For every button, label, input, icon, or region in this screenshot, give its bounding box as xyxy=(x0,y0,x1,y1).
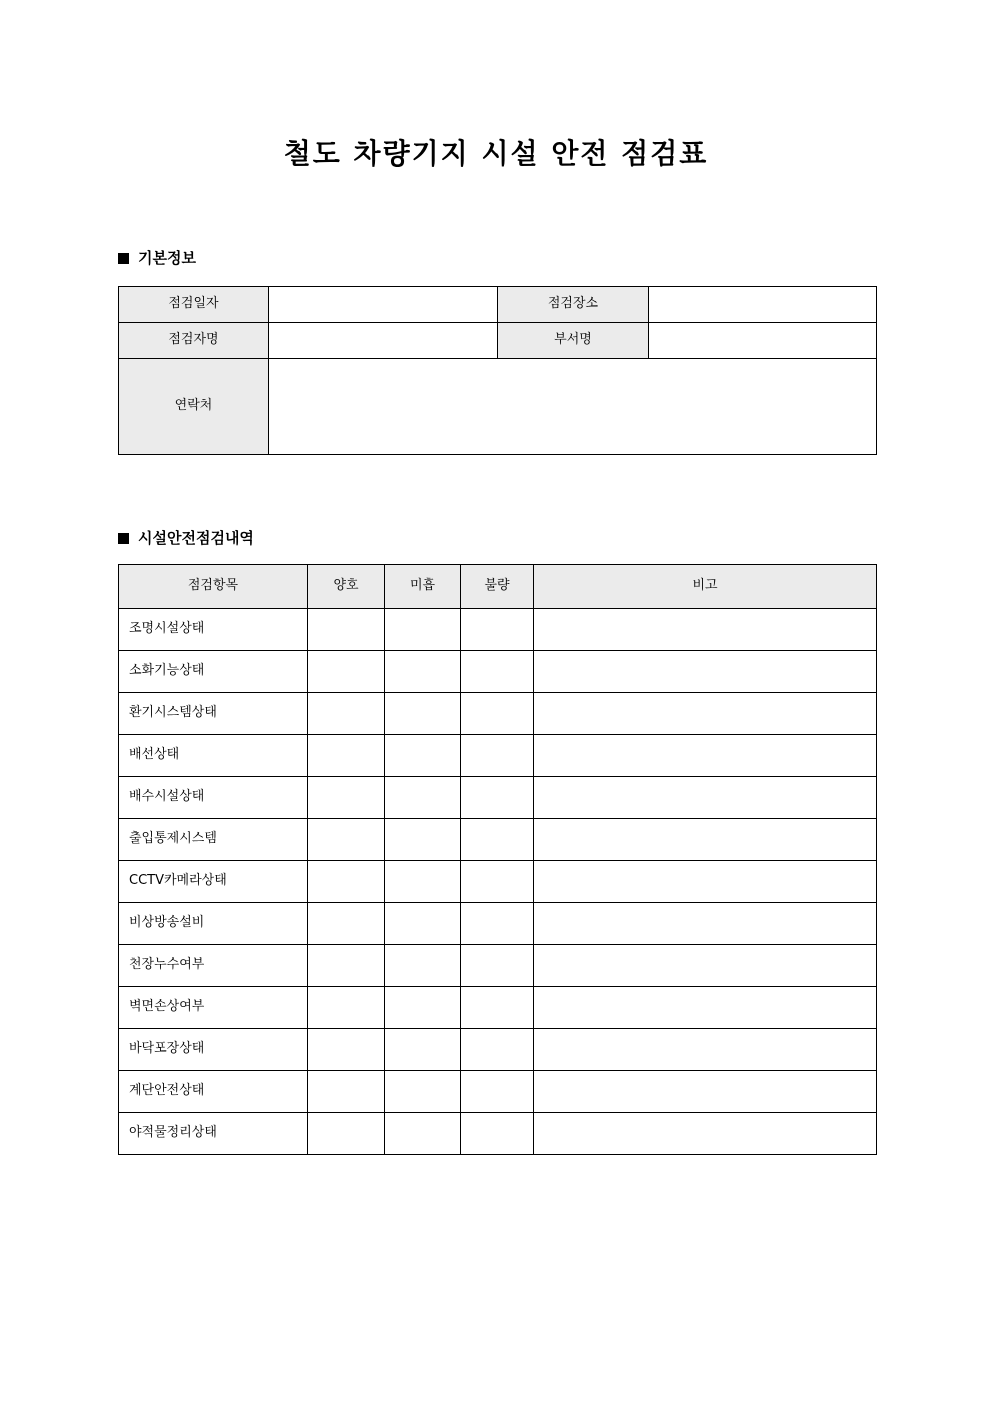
checkbox-cell-good[interactable] xyxy=(308,1071,385,1113)
checklist-item-label: 조명시설상태 xyxy=(119,609,308,651)
label-inspection-date: 점검일자 xyxy=(119,287,269,323)
remark-cell[interactable] xyxy=(534,945,877,987)
column-header-fair: 미흡 xyxy=(385,565,461,609)
table-row xyxy=(119,987,877,1029)
column-header-poor: 불량 xyxy=(461,565,534,609)
checkbox-cell-fair[interactable] xyxy=(385,609,461,651)
table-row xyxy=(119,693,877,735)
square-bullet-icon xyxy=(118,253,129,264)
checkbox-cell-poor[interactable] xyxy=(461,1071,534,1113)
table-row xyxy=(119,1113,877,1155)
remark-cell[interactable] xyxy=(534,903,877,945)
checklist-item-label: 소화기능상태 xyxy=(119,651,308,693)
section-heading-basic-info xyxy=(118,251,196,266)
checklist-item-label: 바닥포장상태 xyxy=(119,1029,308,1071)
field-inspection-date[interactable] xyxy=(269,287,498,323)
table-header-row xyxy=(119,565,877,609)
checkbox-cell-fair[interactable] xyxy=(385,1113,461,1155)
checkbox-cell-poor[interactable] xyxy=(461,903,534,945)
section-heading-basic-info-label: 기본정보 xyxy=(138,249,196,267)
checkbox-cell-fair[interactable] xyxy=(385,987,461,1029)
page-title: 철도 차량기지 시설 안전 점검표 xyxy=(283,137,709,170)
checkbox-cell-poor[interactable] xyxy=(461,609,534,651)
checklist-item-label: 천장누수여부 xyxy=(119,945,308,987)
checkbox-cell-good[interactable] xyxy=(308,777,385,819)
checkbox-cell-good[interactable] xyxy=(308,903,385,945)
label-inspector-name: 점검자명 xyxy=(119,323,269,359)
remark-cell[interactable] xyxy=(534,861,877,903)
table-row xyxy=(119,609,877,651)
checklist-item-label: 출입통제시스템 xyxy=(119,819,308,861)
facility-safety-checklist-table xyxy=(118,564,877,1155)
remark-cell[interactable] xyxy=(534,609,877,651)
field-department-name[interactable] xyxy=(649,323,877,359)
checkbox-cell-fair[interactable] xyxy=(385,651,461,693)
remark-cell[interactable] xyxy=(534,819,877,861)
remark-cell[interactable] xyxy=(534,1029,877,1071)
remark-cell[interactable] xyxy=(534,1071,877,1113)
remark-cell[interactable] xyxy=(534,777,877,819)
field-inspection-place[interactable] xyxy=(649,287,877,323)
checkbox-cell-poor[interactable] xyxy=(461,1113,534,1155)
remark-cell[interactable] xyxy=(534,987,877,1029)
checkbox-cell-poor[interactable] xyxy=(461,651,534,693)
checklist-item-label: 배수시설상태 xyxy=(119,777,308,819)
checklist-item-label: 벽면손상여부 xyxy=(119,987,308,1029)
checkbox-cell-fair[interactable] xyxy=(385,777,461,819)
column-header-good: 양호 xyxy=(308,565,385,609)
checkbox-cell-poor[interactable] xyxy=(461,819,534,861)
checkbox-cell-poor[interactable] xyxy=(461,777,534,819)
table-row xyxy=(119,323,877,359)
remark-cell[interactable] xyxy=(534,693,877,735)
remark-cell[interactable] xyxy=(534,1113,877,1155)
table-row xyxy=(119,903,877,945)
remark-cell[interactable] xyxy=(534,651,877,693)
checkbox-cell-poor[interactable] xyxy=(461,735,534,777)
checklist-item-label: 비상방송설비 xyxy=(119,903,308,945)
checkbox-cell-fair[interactable] xyxy=(385,903,461,945)
table-row xyxy=(119,945,877,987)
checkbox-cell-poor[interactable] xyxy=(461,861,534,903)
column-header-item: 점검항목 xyxy=(119,565,308,609)
checkbox-cell-fair[interactable] xyxy=(385,945,461,987)
checklist-item-label: CCTV카메라상태 xyxy=(119,861,308,903)
checkbox-cell-fair[interactable] xyxy=(385,693,461,735)
checkbox-cell-fair[interactable] xyxy=(385,819,461,861)
checkbox-cell-good[interactable] xyxy=(308,735,385,777)
checkbox-cell-poor[interactable] xyxy=(461,987,534,1029)
section-heading-checklist-label: 시설안전점검내역 xyxy=(138,529,254,547)
field-inspector-name[interactable] xyxy=(269,323,498,359)
section-heading-checklist xyxy=(118,531,254,546)
table-row xyxy=(119,359,877,455)
checkbox-cell-good[interactable] xyxy=(308,1113,385,1155)
checkbox-cell-good[interactable] xyxy=(308,651,385,693)
checkbox-cell-poor[interactable] xyxy=(461,693,534,735)
checkbox-cell-fair[interactable] xyxy=(385,1029,461,1071)
checklist-item-label: 야적물정리상태 xyxy=(119,1113,308,1155)
checkbox-cell-poor[interactable] xyxy=(461,1029,534,1071)
checkbox-cell-poor[interactable] xyxy=(461,945,534,987)
table-row xyxy=(119,287,877,323)
table-row xyxy=(119,861,877,903)
checkbox-cell-fair[interactable] xyxy=(385,1071,461,1113)
checkbox-cell-good[interactable] xyxy=(308,945,385,987)
checklist-item-label: 환기시스템상태 xyxy=(119,693,308,735)
checklist-item-label: 계단안전상태 xyxy=(119,1071,308,1113)
checkbox-cell-good[interactable] xyxy=(308,609,385,651)
remark-cell[interactable] xyxy=(534,735,877,777)
table-row xyxy=(119,819,877,861)
label-department-name: 부서명 xyxy=(498,323,649,359)
checkbox-cell-good[interactable] xyxy=(308,987,385,1029)
table-row xyxy=(119,1071,877,1113)
table-row xyxy=(119,777,877,819)
square-bullet-icon xyxy=(118,533,129,544)
checkbox-cell-fair[interactable] xyxy=(385,861,461,903)
field-contact[interactable] xyxy=(269,359,877,455)
checkbox-cell-good[interactable] xyxy=(308,693,385,735)
table-row xyxy=(119,1029,877,1071)
label-contact: 연락처 xyxy=(119,359,269,455)
checkbox-cell-good[interactable] xyxy=(308,819,385,861)
table-row xyxy=(119,651,877,693)
checkbox-cell-good[interactable] xyxy=(308,1029,385,1071)
checkbox-cell-fair[interactable] xyxy=(385,735,461,777)
column-header-remark: 비고 xyxy=(534,565,877,609)
label-inspection-place: 점검장소 xyxy=(498,287,649,323)
checkbox-cell-good[interactable] xyxy=(308,861,385,903)
basic-info-table xyxy=(118,286,877,455)
checklist-item-label: 배선상태 xyxy=(119,735,308,777)
table-row xyxy=(119,735,877,777)
